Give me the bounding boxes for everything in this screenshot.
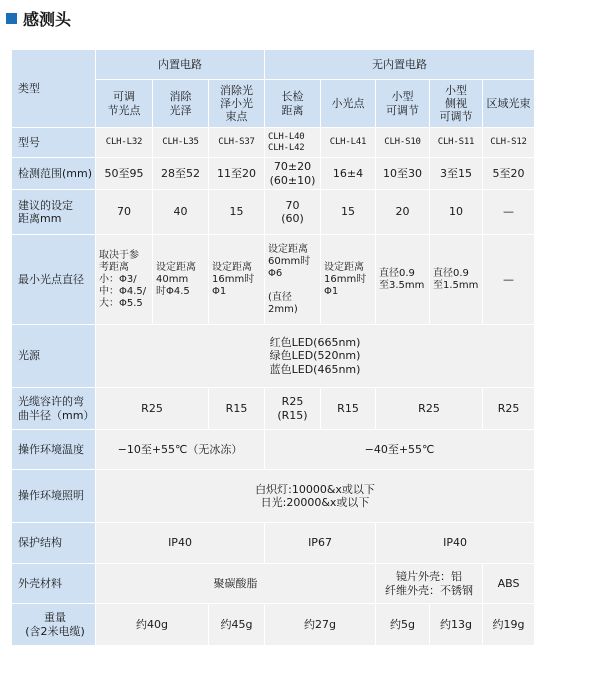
setting-cell: 70 xyxy=(96,190,153,235)
spot-label: 最小光点直径 xyxy=(12,235,96,325)
group-built-in: 内置电路 xyxy=(96,50,265,80)
model-cell: CLH-L41 xyxy=(321,128,376,158)
bend-row xyxy=(12,388,535,430)
range-cell: 10至30 xyxy=(376,158,430,190)
group-no-built-in: 无内置电路 xyxy=(265,50,535,80)
model-row xyxy=(12,128,535,158)
weight-label: 重量 (含2米电缆) xyxy=(12,604,96,646)
protect-label: 保护结构 xyxy=(12,523,96,564)
spot-cell: 直径0.9 至1.5mm xyxy=(430,235,483,325)
spot-row xyxy=(12,235,535,325)
light-label: 光源 xyxy=(12,325,96,388)
material-cell: 聚碳酸脂 xyxy=(96,564,376,604)
setting-cell: 40 xyxy=(153,190,209,235)
protect-cell: IP40 xyxy=(376,523,535,564)
protect-cell: IP67 xyxy=(265,523,376,564)
setting-cell: 10 xyxy=(430,190,483,235)
model-cell: CLH-S12 xyxy=(483,128,535,158)
type-cell: 小型 侧视 可调节 xyxy=(430,80,483,128)
light-source-cell: 红色LED(665nm) 绿色LED(520nm) 蓝色LED(465nm) xyxy=(96,325,535,388)
setting-cell: — xyxy=(483,190,535,235)
weight-cell: 约27g xyxy=(265,604,376,646)
bend-cell: R15 xyxy=(209,388,265,430)
type-cell: 小型 可调节 xyxy=(376,80,430,128)
material-row xyxy=(12,564,535,604)
lux-row xyxy=(12,470,535,523)
weight-cell: 约19g xyxy=(483,604,535,646)
type-cell: 小光点 xyxy=(321,80,376,128)
material-cell: 镜片外壳：铝 纤维外壳：不锈钢 xyxy=(376,564,483,604)
spot-cell: 取决于参 考距离 小：Φ3/ 中：Φ4.5/ 大：Φ5.5 xyxy=(96,235,153,325)
spec-table xyxy=(11,49,535,646)
temp-cell: −40至+55℃ xyxy=(265,430,535,470)
lux-cell: 白炽灯:10000&x或以下 日光:20000&x或以下 xyxy=(96,470,535,523)
range-cell: 50至95 xyxy=(96,158,153,190)
range-cell: 3至15 xyxy=(430,158,483,190)
setting-label: 建议的设定 距离mm xyxy=(12,190,96,235)
range-cell: 11至20 xyxy=(209,158,265,190)
material-cell: ABS xyxy=(483,564,535,604)
weight-row xyxy=(12,604,535,646)
section-title: 感测头 xyxy=(23,9,72,29)
weight-cell: 约5g xyxy=(376,604,430,646)
setting-cell: 15 xyxy=(209,190,265,235)
model-cell: CLH-L40 CLH-L42 xyxy=(265,128,321,158)
range-label: 检测范围(mm) xyxy=(12,158,96,190)
setting-cell: 70 (60) xyxy=(265,190,321,235)
range-row xyxy=(12,158,535,190)
model-label: 型号 xyxy=(12,128,96,158)
protect-row xyxy=(12,523,535,564)
protect-cell: IP40 xyxy=(96,523,265,564)
range-cell: 16±4 xyxy=(321,158,376,190)
weight-cell: 约40g xyxy=(96,604,209,646)
weight-cell: 约45g xyxy=(209,604,265,646)
spot-cell: 设定距离 60mm时 Φ6 (直径2mm) xyxy=(265,235,321,325)
type-label: 类型 xyxy=(12,50,96,128)
range-cell: 5至20 xyxy=(483,158,535,190)
spot-cell: 直径0.9 至3.5mm xyxy=(376,235,430,325)
model-cell: CLH-S10 xyxy=(376,128,430,158)
setting-row xyxy=(12,190,535,235)
model-cell: CLH-L35 xyxy=(153,128,209,158)
bend-cell: R25 xyxy=(483,388,535,430)
type-cell: 长检 距离 xyxy=(265,80,321,128)
type-cell: 区域光束 xyxy=(483,80,535,128)
lux-label: 操作环境照明 xyxy=(12,470,96,523)
type-cell: 消除光 泽小光 束点 xyxy=(209,80,265,128)
bend-cell: R25 (R15) xyxy=(265,388,321,430)
model-cell: CLH-L32 xyxy=(96,128,153,158)
spot-cell: 设定距离 40mm 时Φ4.5 xyxy=(153,235,209,325)
spot-cell: — xyxy=(483,235,535,325)
bend-cell: R15 xyxy=(321,388,376,430)
type-cell: 消除 光泽 xyxy=(153,80,209,128)
bend-cell: R25 xyxy=(96,388,209,430)
spot-cell: 设定距离 16mm时 Φ1 xyxy=(209,235,265,325)
type-cell: 可调 节光点 xyxy=(96,80,153,128)
section-marker-icon xyxy=(6,13,17,24)
model-cell: CLH-S37 xyxy=(209,128,265,158)
bend-label: 光缆容许的弯 曲半径（mm） xyxy=(12,388,96,430)
temp-row xyxy=(12,430,535,470)
spot-cell: 设定距离 16mm时 Φ1 xyxy=(321,235,376,325)
range-cell: 28至52 xyxy=(153,158,209,190)
group-header-row xyxy=(12,50,535,80)
temp-cell: −10至+55℃（无冰冻） xyxy=(96,430,265,470)
model-cell: CLH-S11 xyxy=(430,128,483,158)
light-row xyxy=(12,325,535,388)
material-label: 外壳材料 xyxy=(12,564,96,604)
setting-cell: 15 xyxy=(321,190,376,235)
range-cell: 70±20 (60±10) xyxy=(265,158,321,190)
weight-cell: 约13g xyxy=(430,604,483,646)
setting-cell: 20 xyxy=(376,190,430,235)
bend-cell: R25 xyxy=(376,388,483,430)
temp-label: 操作环境温度 xyxy=(12,430,96,470)
section-header xyxy=(6,8,71,28)
